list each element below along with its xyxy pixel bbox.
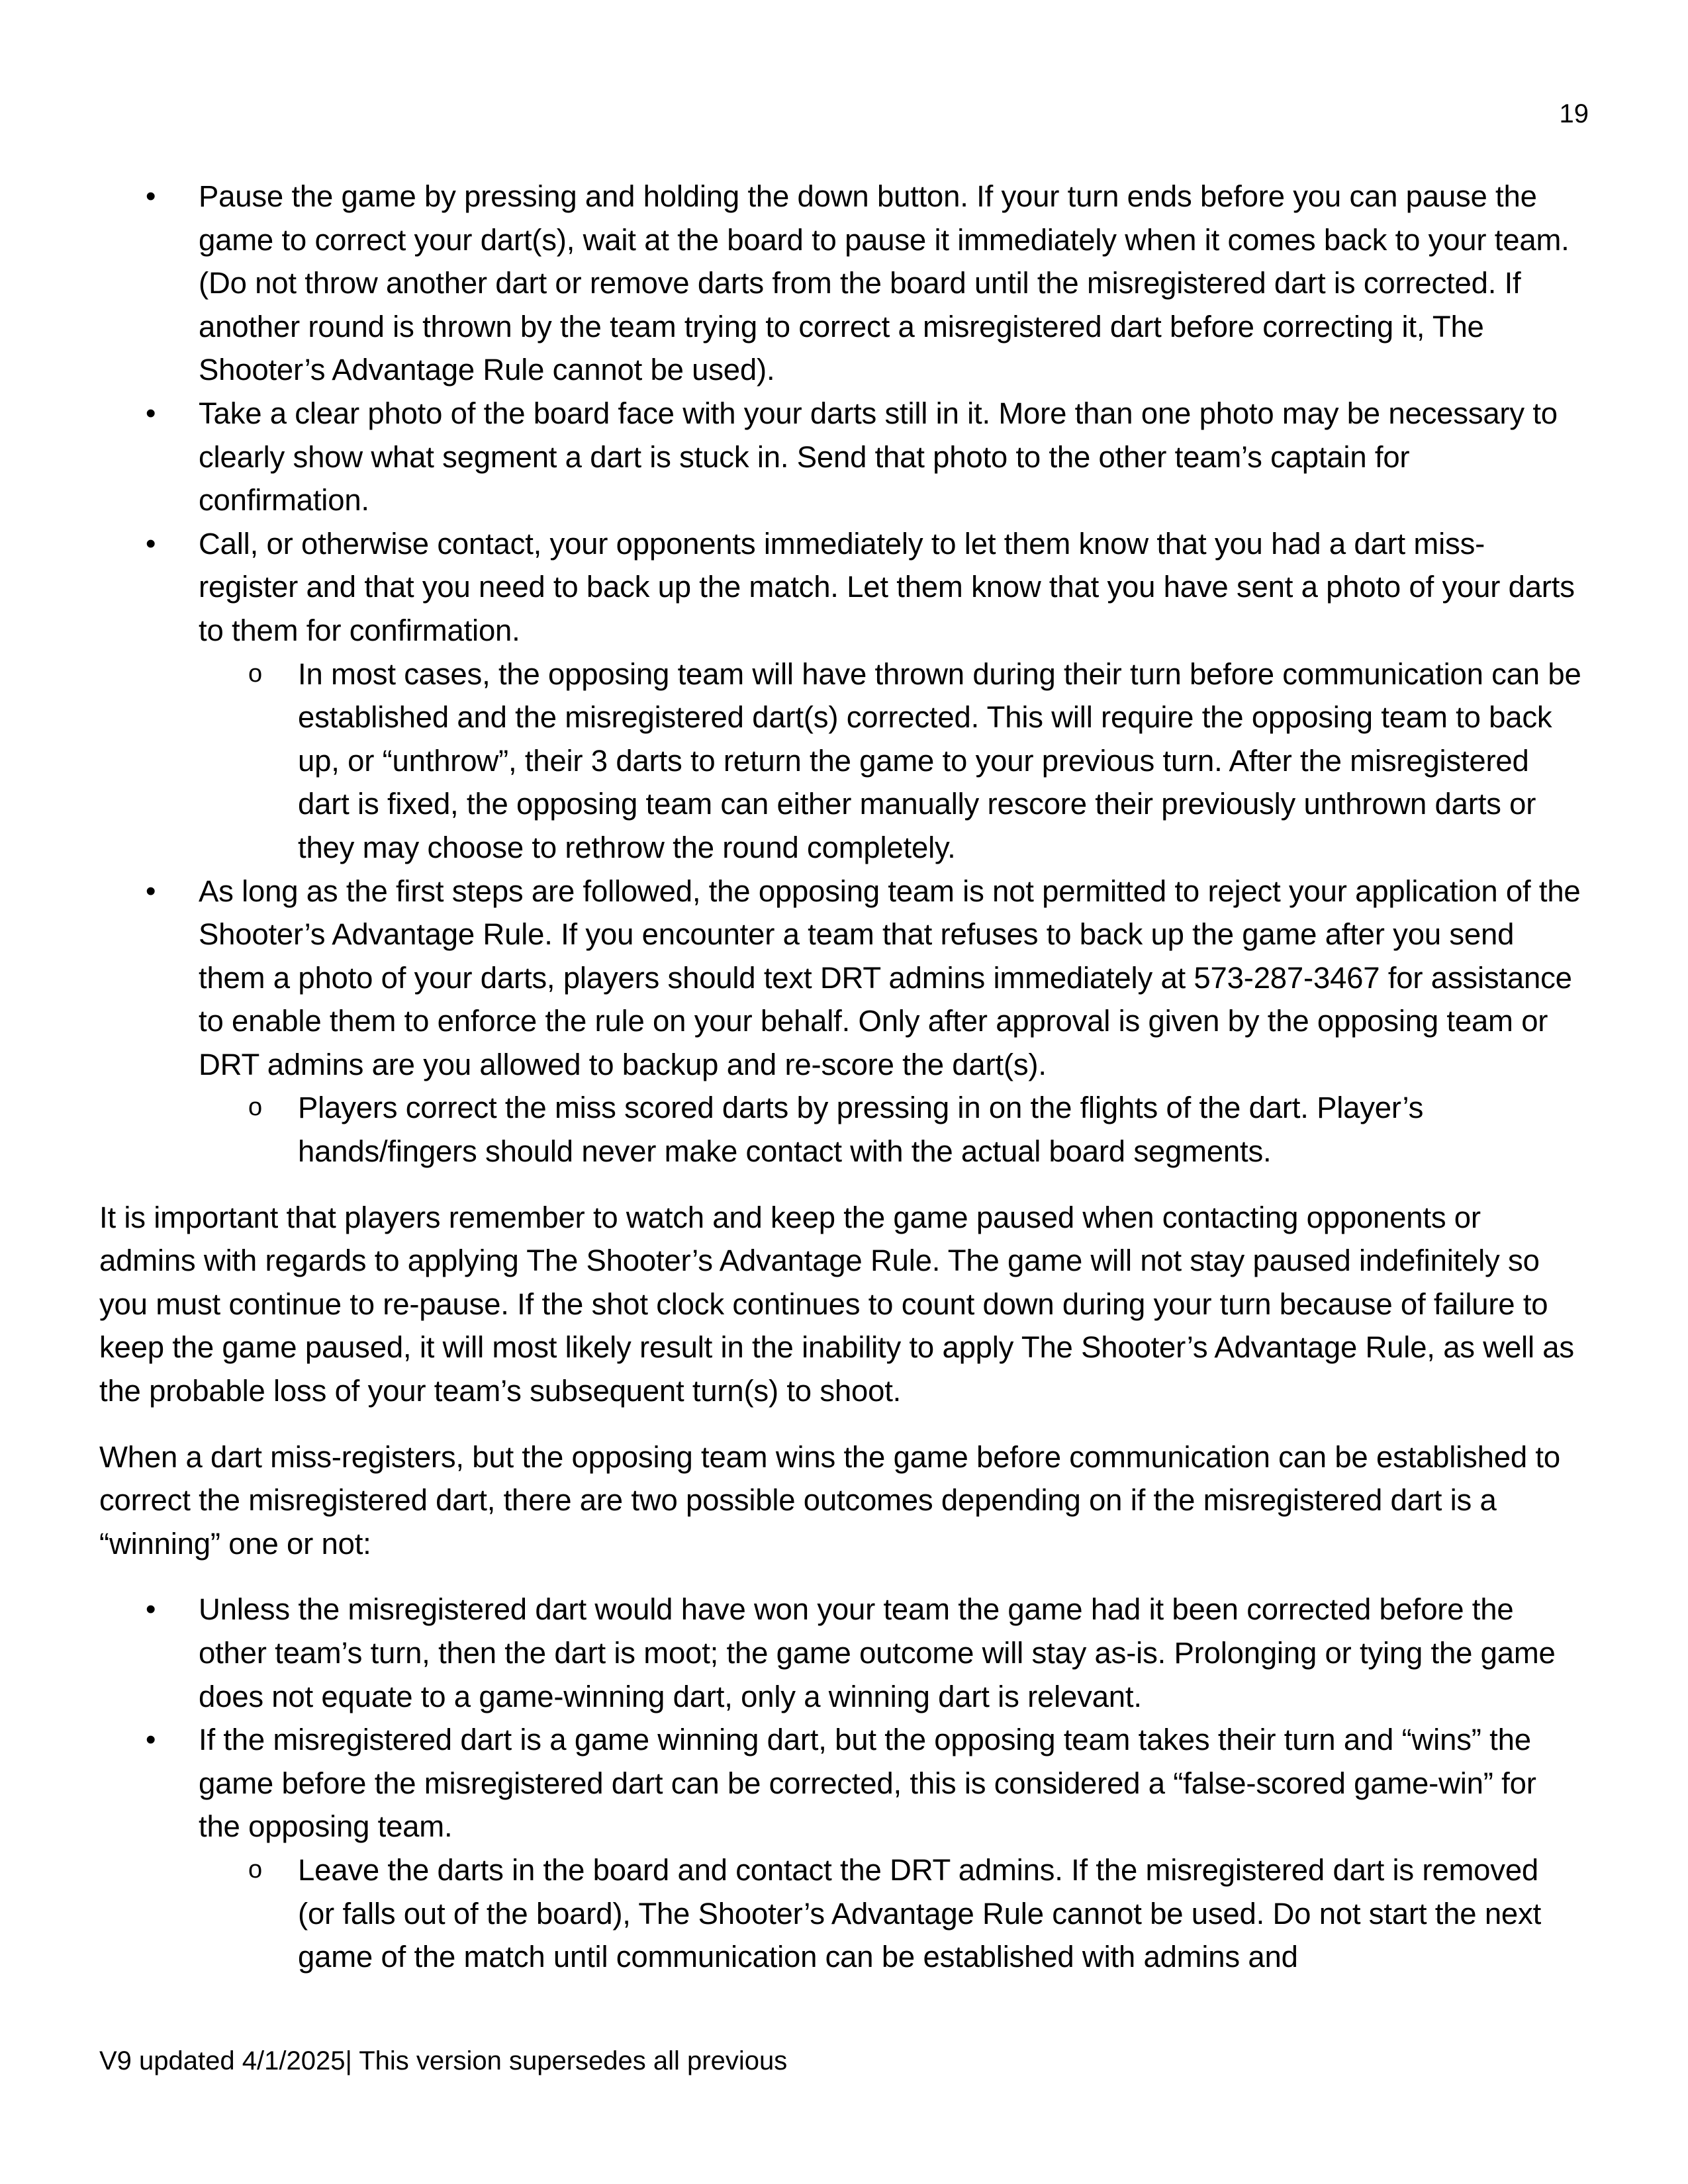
sub-list bbox=[199, 1848, 1582, 1979]
list-item bbox=[99, 175, 1582, 392]
paragraph-keep-game-paused: It is important that players remember to watch and keep the game paused when contacting opponents or admins with regards to applying The Shooter’s Advantage Rule. The game will not stay paused indefinitely so you must continue to re-pause. If the shot clock continues to count down during your turn because of failure to keep the game paused, it will most likely result in the inability to apply The Shooter’s Advantage Rule, as well as the probable loss of your team’s subsequent turn(s) to shoot. bbox=[99, 1200, 1574, 1408]
list-item bbox=[99, 522, 1582, 870]
list-item bbox=[99, 1718, 1582, 1979]
list-item-text: Call, or otherwise contact, your opponents immediately to let them know that you had a dart miss-register and that you need to back up the match. Let them know that you have sent a photo of your darts to them for confirmation. bbox=[199, 526, 1575, 647]
bullet-list-outcomes bbox=[99, 1588, 1582, 1978]
list-item bbox=[99, 1588, 1582, 1718]
sub-list-item-text: Leave the darts in the board and contact the DRT admins. If the misregistered dart is removed (or falls out of the board), The Shooter’s Advantage Rule cannot be used. Do not start the next game of the match until communication can be established with admins and bbox=[298, 1852, 1542, 1974]
page-number: 19 bbox=[1559, 99, 1589, 128]
sub-list-item-text: In most cases, the opposing team will have thrown during their turn before communication can be established and the misregistered dart(s) corrected. This will require the opposing team to back up, or “unthrow”, their 3 darts to return the game to your previous turn. After the misregistered dart is fixed, the opposing team can either manually rescore their previously unthrown darts or they may choose to rethrow the round completely. bbox=[298, 657, 1581, 864]
sub-list bbox=[199, 653, 1582, 870]
paragraph-opposing-team-wins: When a dart miss-registers, but the opposing team wins the game before communication can be established to correct the misregistered dart, there are two possible outcomes depending on if the misregistered dart is a “winning” one or not: bbox=[99, 1439, 1560, 1561]
list-item-text: Take a clear photo of the board face with your darts still in it. More than one photo may be necessary to clearly show what segment a dart is stuck in. Send that photo to the other team’s captain for confirmation. bbox=[199, 396, 1558, 518]
list-item-text: Unless the misregistered dart would have won your team the game had it been corrected before the other team’s turn, then the dart is moot; the game outcome will stay as-is. Prolonging or tying the game does not equate to a game-winning dart, only a winning dart is relevant. bbox=[199, 1592, 1556, 1713]
list-item-text: Pause the game by pressing and holding the down button. If your turn ends before you can pause the game to correct your dart(s), wait at the board to pause it immediately when it comes back to your team. (Do not throw another dart or remove darts from the board until the misregistered dart is corrected. If another round is thrown by the team trying to correct a misregistered dart before correcting it, The Shooter’s Advantage Rule cannot be used). bbox=[199, 179, 1570, 387]
list-item bbox=[99, 870, 1582, 1173]
list-item-text: As long as the first steps are followed, the opposing team is not permitted to reject your application of the Shooter’s Advantage Rule. If you encounter a team that refuses to back up the game after you send them a photo of your darts, players should text DRT admins immediately at 573-287-3467 for assistance to enable them to enforce the rule on your behalf. Only after approval is given by the opposing team or DRT admins are you allowed to backup and re-score the dart(s). bbox=[199, 874, 1581, 1081]
sub-list-item bbox=[199, 653, 1582, 870]
sub-list-item bbox=[199, 1086, 1582, 1173]
page-footer: V9 updated 4/1/2025| This version supersedes all previous bbox=[99, 2046, 788, 2075]
document-body bbox=[99, 175, 1582, 1979]
sub-list bbox=[199, 1086, 1582, 1173]
sub-list-item bbox=[199, 1848, 1582, 1979]
bullet-list-shooters-advantage-steps bbox=[99, 175, 1582, 1173]
list-item-text: If the misregistered dart is a game winning dart, but the opposing team takes their turn and “wins” the game before the misregistered dart can be corrected, this is considered a “false-scored game-win” for the opposing team. bbox=[199, 1723, 1536, 1844]
sub-list-item-text: Players correct the miss scored darts by pressing in on the flights of the dart. Player’s hands/fingers should never make contact with the actual board segments. bbox=[298, 1091, 1424, 1169]
list-item bbox=[99, 392, 1582, 522]
